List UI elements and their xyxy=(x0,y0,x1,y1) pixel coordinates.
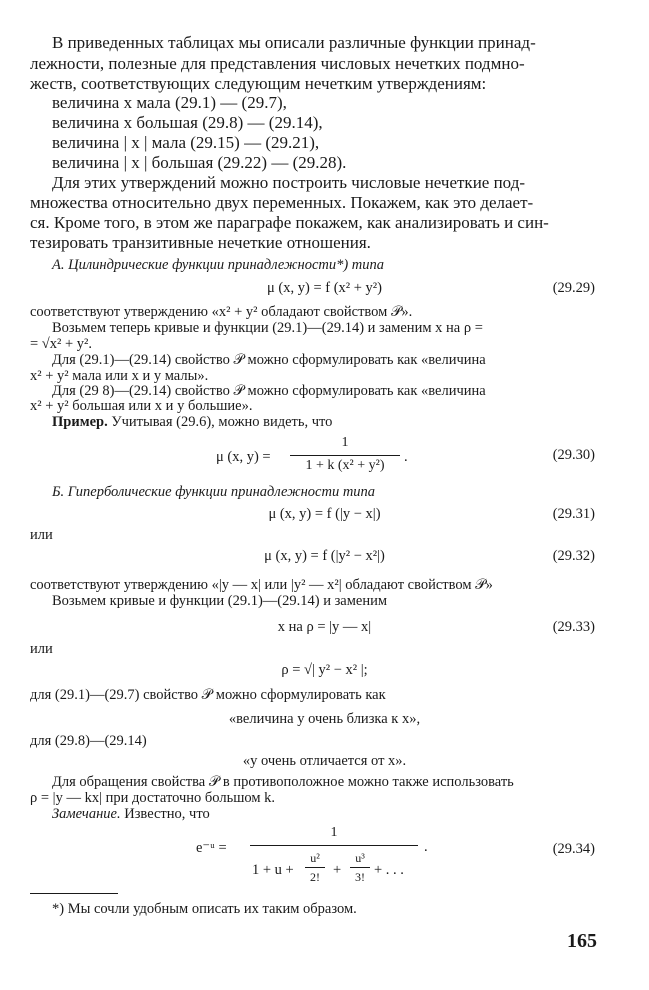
section-b-line-4: для (29.8)—(29.14) xyxy=(30,733,147,749)
section-a-line-5: x² + y² мала или x и y малы». xyxy=(30,368,209,384)
intro-line-2: лежности, полезные для представления числовых нечетких подмно- xyxy=(30,54,525,73)
equation-29-34-period: . xyxy=(424,839,428,855)
equation-29-31: μ (x, y) = f (|y − x|) xyxy=(268,506,381,522)
para2-line-1: Для этих утверждений можно построить числовые нечеткие под- xyxy=(52,173,526,192)
footnote: *) Мы сочли удобным описать их таким образом. xyxy=(52,901,357,917)
example-label: Пример. xyxy=(52,414,108,430)
equation-29-34-frac2-numerator: u³ xyxy=(355,851,365,865)
equation-number-29-34: (29.34) xyxy=(552,841,595,857)
section-b-line-6: ρ = |y — kx| при достаточно большом k. xyxy=(30,790,276,806)
section-a-line-2: Возьмем теперь кривые и функции (29.1)—(29.14) и заменим x на ρ = xyxy=(52,320,483,336)
example-text: Учитывая (29.6), можно видеть, что xyxy=(111,414,333,430)
equation-number-29-33: (29.33) xyxy=(552,619,595,635)
section-b-line-2: Возьмем кривые и функции (29.1)—(29.14) и заменим xyxy=(52,593,388,609)
quote-1: «величина y очень близка к x», xyxy=(228,711,421,727)
equation-29-34-numerator: 1 xyxy=(330,825,338,840)
section-b-line-5: Для обращения свойства 𝒫 в противоположное можно также использовать xyxy=(52,774,514,790)
equation-29-30-lhs: μ (x, y) = xyxy=(216,449,271,465)
equation-29-30-denominator: 1 + k (x² + y²) xyxy=(305,458,385,473)
equation-29-34-tail: + . . . xyxy=(374,862,404,878)
example-line xyxy=(52,415,332,430)
para2-line-2: множества относительно двух переменных. Покажем, как это делает- xyxy=(30,193,534,212)
section-a-line-1: соответствуют утверждению «x² + y² обладают свойством 𝒫». xyxy=(30,304,413,320)
equation-29-34-plus: + xyxy=(333,862,342,878)
intro-line-1: В приведенных таблицах мы описали различные функции принад- xyxy=(52,33,536,52)
equation-29-33: x на ρ = |y — x| xyxy=(277,619,372,635)
equation-29-34-frac1-denominator: 2! xyxy=(310,870,320,884)
equation-29-30-fraction-bar xyxy=(290,455,400,456)
page-number: 165 xyxy=(567,930,597,952)
section-a-line-4: Для (29.1)—(29.14) свойство 𝒫 можно сформулировать как «величина xyxy=(52,352,486,368)
equation-29-29: μ (x, y) = f (x² + y²) xyxy=(267,280,382,296)
equation-29-34-frac1-numerator: u² xyxy=(310,851,320,865)
section-a-line-6: Для (29 8)—(29.14) свойство 𝒫 можно сформулировать как «величина xyxy=(52,383,486,399)
equation-number-29-29: (29.29) xyxy=(552,280,595,296)
equation-29-34-fraction-bar xyxy=(250,845,418,846)
remark-text: Известно, что xyxy=(124,806,210,822)
section-a-line-3: = √x² + y². xyxy=(30,336,93,352)
footnote-rule xyxy=(30,893,118,894)
equation-29-30-period: . xyxy=(404,449,408,465)
equation-number-29-30: (29.30) xyxy=(552,447,595,463)
statement-1: величина x мала (29.1) — (29.7), xyxy=(52,93,287,112)
quote-2: «y очень отличается от x». xyxy=(242,753,407,769)
remark-label: Замечание. xyxy=(52,806,121,822)
equation-29-34-frac2-denominator: 3! xyxy=(355,870,365,884)
intro-line-3: жеств, соответствующих следующим нечетким утверждениям: xyxy=(30,74,487,93)
section-a-line-7: x² + y² большая или x и y большие». xyxy=(30,398,253,414)
equation-29-34-frac1-bar xyxy=(305,867,325,868)
equation-29-34-frac2-bar xyxy=(350,867,370,868)
equation-number-29-32: (29.32) xyxy=(552,548,595,564)
statement-3: величина | x | мала (29.15) — (29.21), xyxy=(52,133,320,152)
section-b-line-1: соответствуют утверждению «|y — x| или |y² — x²| обладают свойством 𝒫» xyxy=(30,577,493,593)
equation-29-32: μ (x, y) = f (|y² − x²|) xyxy=(264,548,385,564)
equation-number-29-31: (29.31) xyxy=(552,506,595,522)
or-1: или xyxy=(30,527,53,543)
equation-29-34-lhs: e⁻ᵘ = xyxy=(196,840,227,856)
section-a-heading: А. Цилиндрические функции принадлежности*) типа xyxy=(52,257,385,273)
section-b-heading: Б. Гиперболические функции принадлежности типа xyxy=(52,484,376,500)
para2-line-3: ся. Кроме того, в этом же параграфе покажем, как анализировать и син- xyxy=(30,213,549,232)
remark-line xyxy=(52,807,210,822)
statement-2: величина x большая (29.8) — (29.14), xyxy=(52,113,323,132)
equation-rho: ρ = √| y² − x² |; xyxy=(281,662,368,678)
or-2: или xyxy=(30,641,53,657)
equation-29-34-denominator-start: 1 + u + xyxy=(252,862,294,878)
para2-line-4: тезировать транзитивные нечеткие отношения. xyxy=(30,233,371,252)
section-b-line-3: для (29.1)—(29.7) свойство 𝒫 можно сформулировать как xyxy=(30,687,386,703)
statement-4: величина | x | большая (29.22) — (29.28). xyxy=(52,153,347,172)
equation-29-30-numerator: 1 xyxy=(341,435,349,450)
